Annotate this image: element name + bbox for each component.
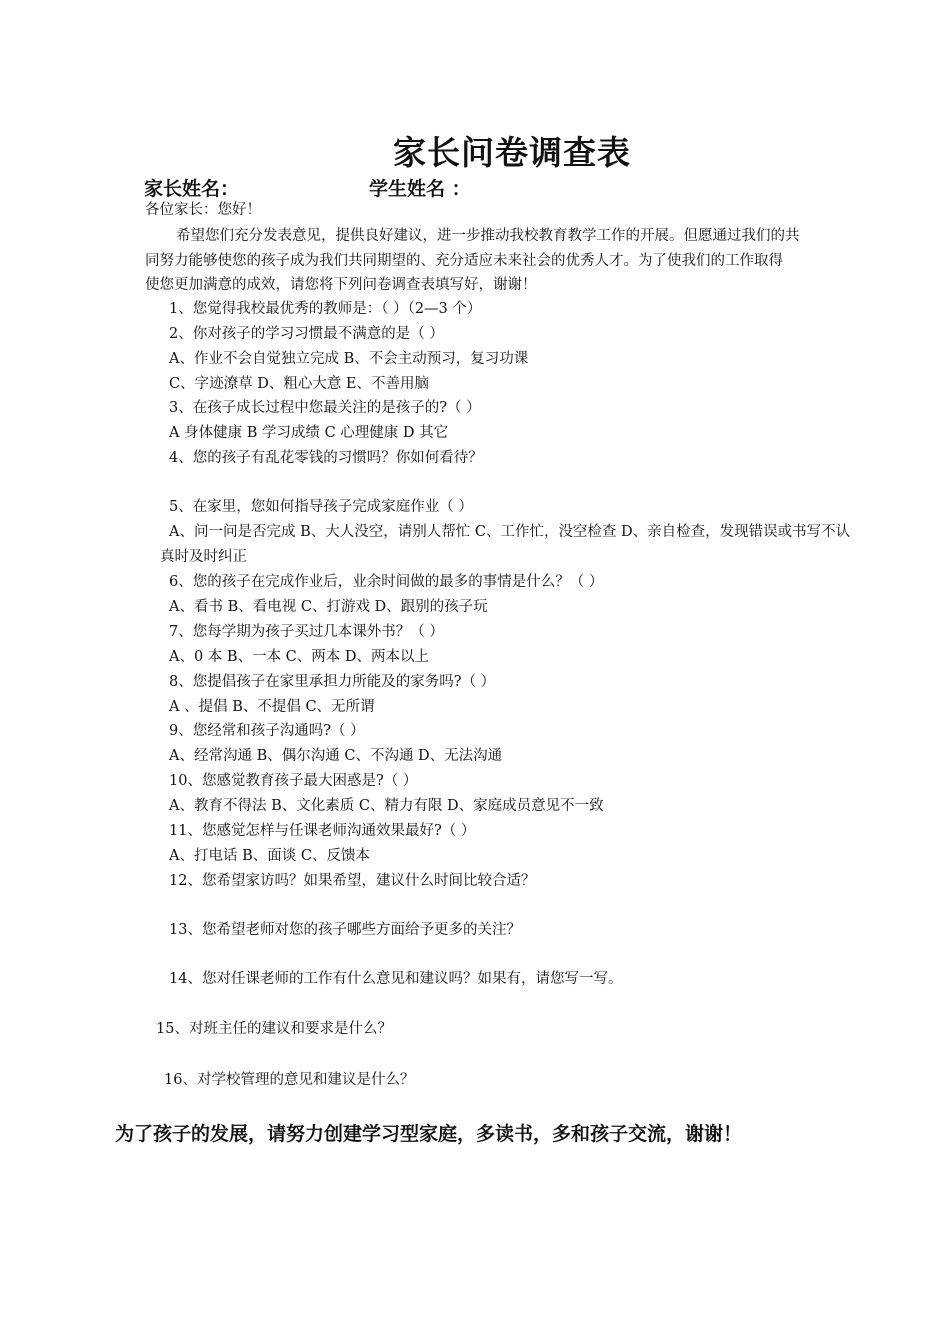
question-8-options: A 、提倡 B、不提倡 C、无所谓 — [169, 699, 375, 715]
question-6-options: A、看书 B、看电视 C、打游戏 D、跟别的孩子玩 — [169, 599, 488, 615]
question-5-options-a: A、问一问是否完成 B、大人没空，请别人帮忙 C、工作忙，没空检查 D、亲自检查，发现错误或书写不认 — [169, 524, 851, 540]
intro-line-3: 使您更加满意的成效，请您将下列问卷调查表填写好，谢谢！ — [145, 277, 537, 293]
parent-name-label: 家长姓名： — [144, 178, 240, 200]
question-13: 13、您希望老师对您的孩子哪些方面给予更多的关注？ — [169, 922, 521, 938]
intro-line-1: 希望您们充分发表意见，提供良好建议，进一步推动我校教育教学工作的开展。但愿通过我们的共 — [176, 228, 800, 244]
question-7-options: A、0 本 B、一本 C、两本 D、两本以上 — [169, 649, 430, 665]
question-2-options-a: A、作业不会自觉独立完成 B、不会主动预习，复习功课 — [169, 351, 529, 367]
question-5-options-b: 真时及时纠正 — [160, 549, 247, 565]
question-9: 9、您经常和孩子沟通吗?（ ） — [169, 723, 365, 739]
question-7: 7、您每学期为孩子买过几本课外书？（ ） — [169, 624, 444, 640]
student-name-label: 学生姓名 ： — [369, 178, 471, 200]
question-2: 2、你对孩子的学习习惯最不满意的是（ ） — [169, 326, 444, 342]
question-12: 12、您希望家访吗？如果希望，建议什么时间比较合适？ — [169, 873, 536, 889]
question-14: 14、您对任课老师的工作有什么意见和建议吗？如果有，请您写一写。 — [169, 971, 623, 987]
question-15: 15、对班主任的建议和要求是什么？ — [156, 1021, 392, 1037]
question-6: 6、您的孩子在完成作业后，业余时间做的最多的事情是什么？（ ） — [169, 574, 604, 590]
question-8: 8、您提倡孩子在家里承担力所能及的家务吗?（ ） — [169, 674, 496, 690]
question-10: 10、您感觉教育孩子最大困惑是?（ ） — [169, 773, 418, 789]
question-3-options: A 身体健康 B 学习成绩 C 心理健康 D 其它 — [169, 425, 449, 441]
question-2-options-b: C、字迹潦草 D、粗心大意 E、不善用脑 — [169, 376, 430, 392]
document-title: 家长问卷调查表 — [393, 133, 631, 172]
name-fields — [144, 174, 471, 201]
question-11-options: A、打电话 B、面谈 C、反馈本 — [169, 848, 370, 864]
intro-line-2: 同努力能够使您的孩子成为我们共同期望的、充分适应未来社会的优秀人才。为了使我们的工作取得 — [145, 253, 783, 269]
closing-message: 为了孩子的发展，请努力创建学习型家庭，多读书，多和孩子交流，谢谢！ — [115, 1123, 743, 1145]
question-10-options: A、教育不得法 B、文化素质 C、精力有限 D、家庭成员意见不一致 — [169, 798, 604, 814]
question-4: 4、您的孩子有乱花零钱的习惯吗？你如何看待？ — [169, 450, 483, 466]
question-5: 5、在家里，您如何指导孩子完成家庭作业（ ） — [169, 499, 473, 515]
greeting: 各位家长：您好！ — [145, 202, 261, 218]
question-1: 1、您觉得我校最优秀的教师是：（ ）（2—3 个） — [169, 301, 482, 317]
question-9-options: A、经常沟通 B、偶尔沟通 C、不沟通 D、无法沟通 — [169, 748, 503, 764]
question-11: 11、您感觉怎样与任课老师沟通效果最好?（ ） — [169, 823, 476, 839]
question-16: 16、对学校管理的意见和建议是什么？ — [164, 1072, 415, 1088]
question-3: 3、在孩子成长过程中您最关注的是孩子的?（ ） — [169, 400, 481, 416]
